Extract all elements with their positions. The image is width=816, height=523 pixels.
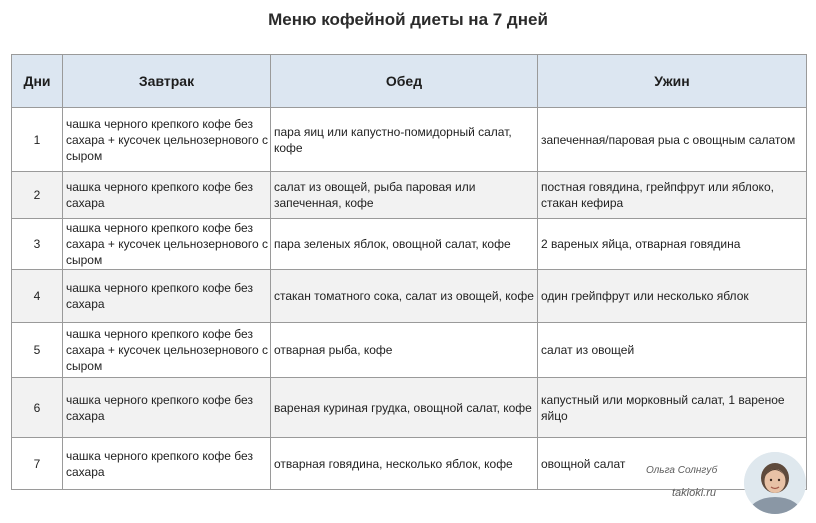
breakfast-cell: чашка черного крепкого кофе без сахара [63, 270, 271, 323]
lunch-cell: стакан томатного сока, салат из овощей, кофе [271, 270, 538, 323]
table-row [12, 323, 807, 378]
breakfast-cell: чашка черного крепкого кофе без сахара [63, 438, 271, 490]
table-row [12, 270, 807, 323]
dinner-cell: постная говядина, грейпфрут или яблоко, стакан кефира [538, 172, 807, 219]
breakfast-cell: чашка черного крепкого кофе без сахара + кусочек цельнозернового с сыром [63, 219, 271, 270]
lunch-cell: салат из овощей, рыба паровая или запеченная, кофе [271, 172, 538, 219]
column-header-days: Дни [12, 55, 63, 108]
breakfast-cell: чашка черного крепкого кофе без сахара [63, 172, 271, 219]
day-cell: 3 [12, 219, 63, 270]
dinner-cell: капустный или морковный салат, 1 вареное яйцо [538, 378, 807, 438]
day-cell: 7 [12, 438, 63, 490]
table-row [12, 378, 807, 438]
table-row [12, 438, 807, 490]
author-avatar [744, 452, 806, 514]
table-header-row [12, 55, 807, 108]
day-cell: 1 [12, 108, 63, 172]
column-header-breakfast: Завтрак [63, 55, 271, 108]
lunch-cell: вареная куриная грудка, овощной салат, кофе [271, 378, 538, 438]
breakfast-cell: чашка черного крепкого кофе без сахара [63, 378, 271, 438]
breakfast-cell: чашка черного крепкого кофе без сахара + кусочек цельнозернового с сыром [63, 108, 271, 172]
lunch-cell: отварная говядина, несколько яблок, кофе [271, 438, 538, 490]
diet-menu-table [11, 54, 807, 490]
watermark-site: takioki.ru [672, 487, 717, 499]
lunch-cell: пара зеленых яблок, овощной салат, кофе [271, 219, 538, 270]
lunch-cell: отварная рыба, кофе [271, 323, 538, 378]
breakfast-cell: чашка черного крепкого кофе без сахара + кусочек цельнозернового с сыром [63, 323, 271, 378]
table-row [12, 219, 807, 270]
day-cell: 2 [12, 172, 63, 219]
day-cell: 4 [12, 270, 63, 323]
table-row [12, 172, 807, 219]
dinner-cell: салат из овощей [538, 323, 807, 378]
dinner-cell: один грейпфрут или несколько яблок [538, 270, 807, 323]
dinner-cell: запеченная/паровая рыа с овощным салатом [538, 108, 807, 172]
column-header-lunch: Обед [271, 55, 538, 108]
table-row [12, 108, 807, 172]
day-cell: 5 [12, 323, 63, 378]
lunch-cell: пара яиц или капустно-помидорный салат, кофе [271, 108, 538, 172]
day-cell: 6 [12, 378, 63, 438]
page-title: Меню кофейной диеты на 7 дней [268, 10, 548, 29]
watermark-author: Ольга Солнгуб [646, 465, 718, 476]
dinner-cell: 2 вареных яйца, отварная говядина [538, 219, 807, 270]
column-header-dinner: Ужин [538, 55, 807, 108]
avatar-portrait-icon [744, 452, 806, 514]
dinner-cell: овощной салат [538, 438, 807, 490]
